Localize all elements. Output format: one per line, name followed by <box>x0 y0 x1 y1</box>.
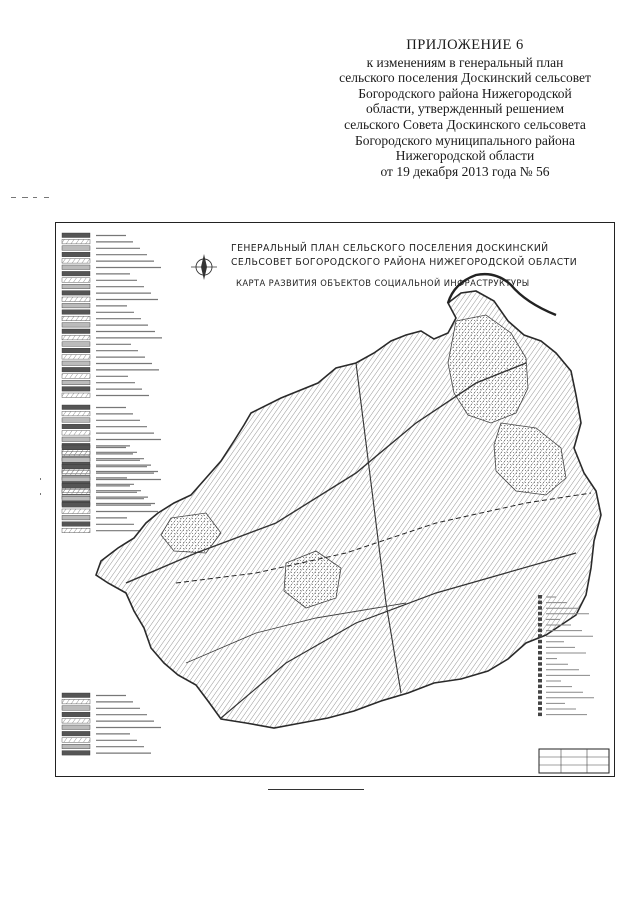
legend-swatch <box>538 690 542 694</box>
legend-swatch <box>62 431 90 436</box>
decision-date: от 19 декабря 2013 года № 56 <box>380 163 550 179</box>
legend-swatch <box>538 696 542 700</box>
map-title-line2: СЕЛЬСОВЕТ БОГОРОДСКОГО РАЙОНА НИЖЕГОРОДСКОЙ ОБЛАСТИ <box>231 257 578 268</box>
legend-swatch <box>62 496 90 501</box>
legend-swatch <box>62 265 90 270</box>
legend-swatch <box>538 651 542 655</box>
legend-swatch <box>538 595 542 599</box>
legend-swatch <box>62 451 90 456</box>
legend-swatch <box>538 662 542 666</box>
scan-speck <box>11 197 16 198</box>
legend-swatch <box>62 393 90 398</box>
legend-swatch <box>62 445 90 450</box>
legend-swatch <box>62 291 90 296</box>
title-block <box>539 749 609 773</box>
legend-swatch <box>538 623 542 627</box>
legend-swatch <box>62 464 90 469</box>
legend-swatch <box>62 744 90 749</box>
legend-swatch <box>538 601 542 605</box>
legend-swatch <box>62 342 90 347</box>
legend-swatch <box>62 387 90 392</box>
legend-swatch <box>62 458 90 463</box>
legend-swatch <box>62 246 90 251</box>
legend-swatch <box>538 668 542 672</box>
legend-swatch <box>62 367 90 372</box>
legend-swatch <box>538 707 542 711</box>
legend-swatch <box>62 335 90 340</box>
scan-speck <box>40 478 41 480</box>
legend-swatch <box>62 259 90 264</box>
legend-swatch <box>62 411 90 416</box>
legend-swatch <box>62 712 90 717</box>
legend-swatch <box>538 606 542 610</box>
header-line: Нижегородской области <box>395 148 535 164</box>
legend-swatch <box>62 515 90 520</box>
map-sheet <box>55 222 615 777</box>
legend-swatch <box>538 713 542 717</box>
legend-swatch <box>62 738 90 743</box>
legend-swatch <box>62 528 90 533</box>
legend-swatch <box>538 701 542 705</box>
legend-swatch <box>538 617 542 621</box>
legend-swatch <box>62 284 90 289</box>
appendix-header <box>330 38 600 179</box>
scan-speck <box>33 197 37 198</box>
scan-speck <box>44 197 49 198</box>
legend-swatch <box>62 424 90 429</box>
legend-swatch <box>62 503 90 508</box>
legend-swatch <box>62 380 90 385</box>
legend-swatch <box>62 483 90 488</box>
legend-swatch <box>538 673 542 677</box>
header-line: Богородского муниципального района <box>354 132 576 148</box>
legend-swatch <box>62 239 90 244</box>
legend-swatch <box>538 645 542 649</box>
legend-swatch <box>62 418 90 423</box>
legend-swatch <box>62 310 90 315</box>
legend-swatch <box>62 522 90 527</box>
map-drawing <box>56 223 613 775</box>
header-line: сельского поселения Доскинский сельсовет <box>339 70 591 86</box>
legend-swatch <box>62 278 90 283</box>
legend-swatch <box>62 348 90 353</box>
legend-swatch <box>62 271 90 276</box>
district-outline <box>96 274 601 728</box>
legend-swatch <box>538 685 542 689</box>
legend-swatch <box>62 471 90 476</box>
legend-swatch <box>538 634 542 638</box>
legend-swatch <box>62 693 90 698</box>
legend-swatch <box>62 719 90 724</box>
legend-swatch <box>62 361 90 366</box>
header-line: области, утвержденный решением <box>366 101 564 117</box>
legend-swatch <box>62 252 90 257</box>
legend <box>62 233 162 755</box>
bottom-rule <box>268 789 364 790</box>
map-title-line1: ГЕНЕРАЛЬНЫЙ ПЛАН СЕЛЬСКОГО ПОСЕЛЕНИЯ ДОСКИНСКИЙ <box>231 243 549 254</box>
legend-swatch <box>538 679 542 683</box>
header-line: сельского Совета Доскинского сельсовета <box>344 116 586 132</box>
legend-swatch <box>62 374 90 379</box>
scan-speck <box>40 493 41 495</box>
map-subtitle: КАРТА РАЗВИТИЯ ОБЪЕКТОВ СОЦИАЛЬНОЙ ИНФРАСТРУКТУРЫ <box>236 278 530 288</box>
legend-swatch <box>62 699 90 704</box>
legend-swatch <box>62 725 90 730</box>
legend-swatch <box>62 437 90 442</box>
legend-swatch <box>62 316 90 321</box>
header-line: к изменениям в генеральный план <box>366 54 564 70</box>
legend-swatch <box>62 323 90 328</box>
legend-swatch <box>62 329 90 334</box>
legend-swatch <box>62 297 90 302</box>
legend-swatch <box>62 233 90 238</box>
legend-swatch <box>62 731 90 736</box>
legend-swatch <box>538 629 542 633</box>
legend-swatch <box>538 640 542 644</box>
scan-speck <box>22 197 28 198</box>
legend-swatch <box>62 405 90 410</box>
legend-swatch <box>62 490 90 495</box>
legend-swatch <box>62 355 90 360</box>
legend-swatch <box>62 706 90 711</box>
north-arrow-icon <box>191 254 217 280</box>
header-line: Богородского района Нижегородской <box>358 85 572 101</box>
appendix-number: ПРИЛОЖЕНИЕ 6 <box>406 37 524 53</box>
legend-swatch <box>538 612 542 616</box>
legend-swatch <box>62 303 90 308</box>
legend-swatch <box>538 657 542 661</box>
legend-swatch <box>62 751 90 756</box>
legend-swatch <box>62 509 90 514</box>
legend-swatch <box>62 477 90 482</box>
